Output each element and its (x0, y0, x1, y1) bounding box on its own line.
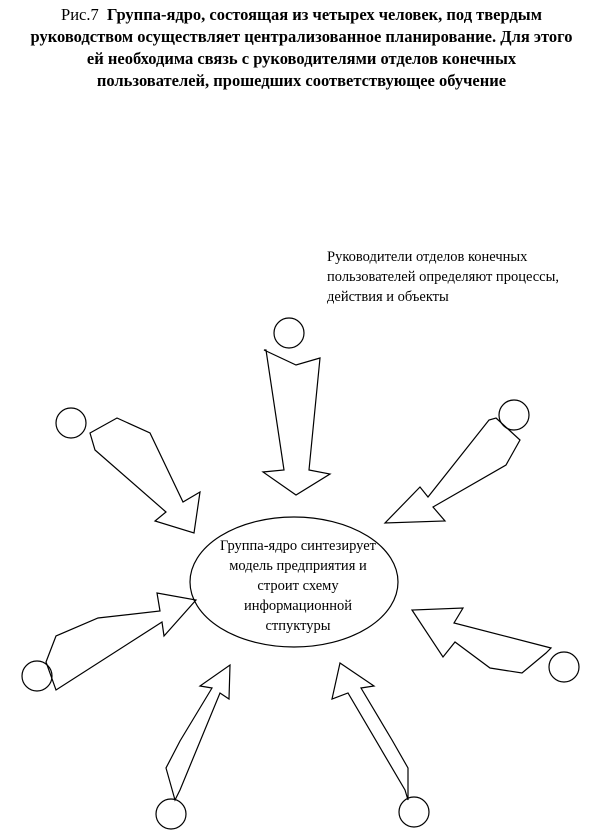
center-line-1: Группа-ядро синтезирует (219, 538, 377, 554)
note-line-2: пользователей определяют процессы, (327, 269, 559, 285)
person-circle-upper-left (56, 408, 86, 438)
caption-line-3: ей необходима связь с руководителями отделов конечных (86, 49, 517, 68)
arrow-lower-right (412, 608, 551, 673)
center-line-5: стпуктуры (265, 618, 331, 634)
note-line-1: Руководители отделов конечных (327, 249, 528, 265)
caption-line-1 (0, 4, 603, 26)
note-line-3: действия и объекты (327, 289, 449, 305)
arrow-upper-right (385, 418, 520, 523)
center-line-3: строит схему (257, 578, 339, 594)
arrow-upper-left (90, 418, 200, 533)
arrow-top (263, 350, 330, 495)
figure-caption (0, 4, 603, 92)
center-line-2: модель предприятия и (229, 558, 367, 574)
person-circle-lower-right (549, 652, 579, 682)
caption-text-line-1: Группа-ядро, состоящая из четырех человек, под твердым (107, 5, 542, 24)
person-circle-bottom-left (156, 799, 186, 829)
center-line-4: информационной (243, 598, 352, 614)
core-group-label (200, 536, 396, 636)
department-heads-note (327, 247, 597, 307)
caption-line-4: пользователей, прошедших соответствующее обучение (96, 71, 507, 90)
arrow-lower-left (46, 593, 196, 690)
caption-prefix: Рис.7 (61, 5, 99, 24)
person-circle-top (274, 318, 304, 348)
person-circle-bottom-right (399, 797, 429, 827)
caption-line-2: руководством осуществляет централизованное планирование. Для этого (30, 27, 573, 46)
arrow-bottom-right (332, 663, 408, 800)
arrow-bottom-left (166, 665, 230, 800)
